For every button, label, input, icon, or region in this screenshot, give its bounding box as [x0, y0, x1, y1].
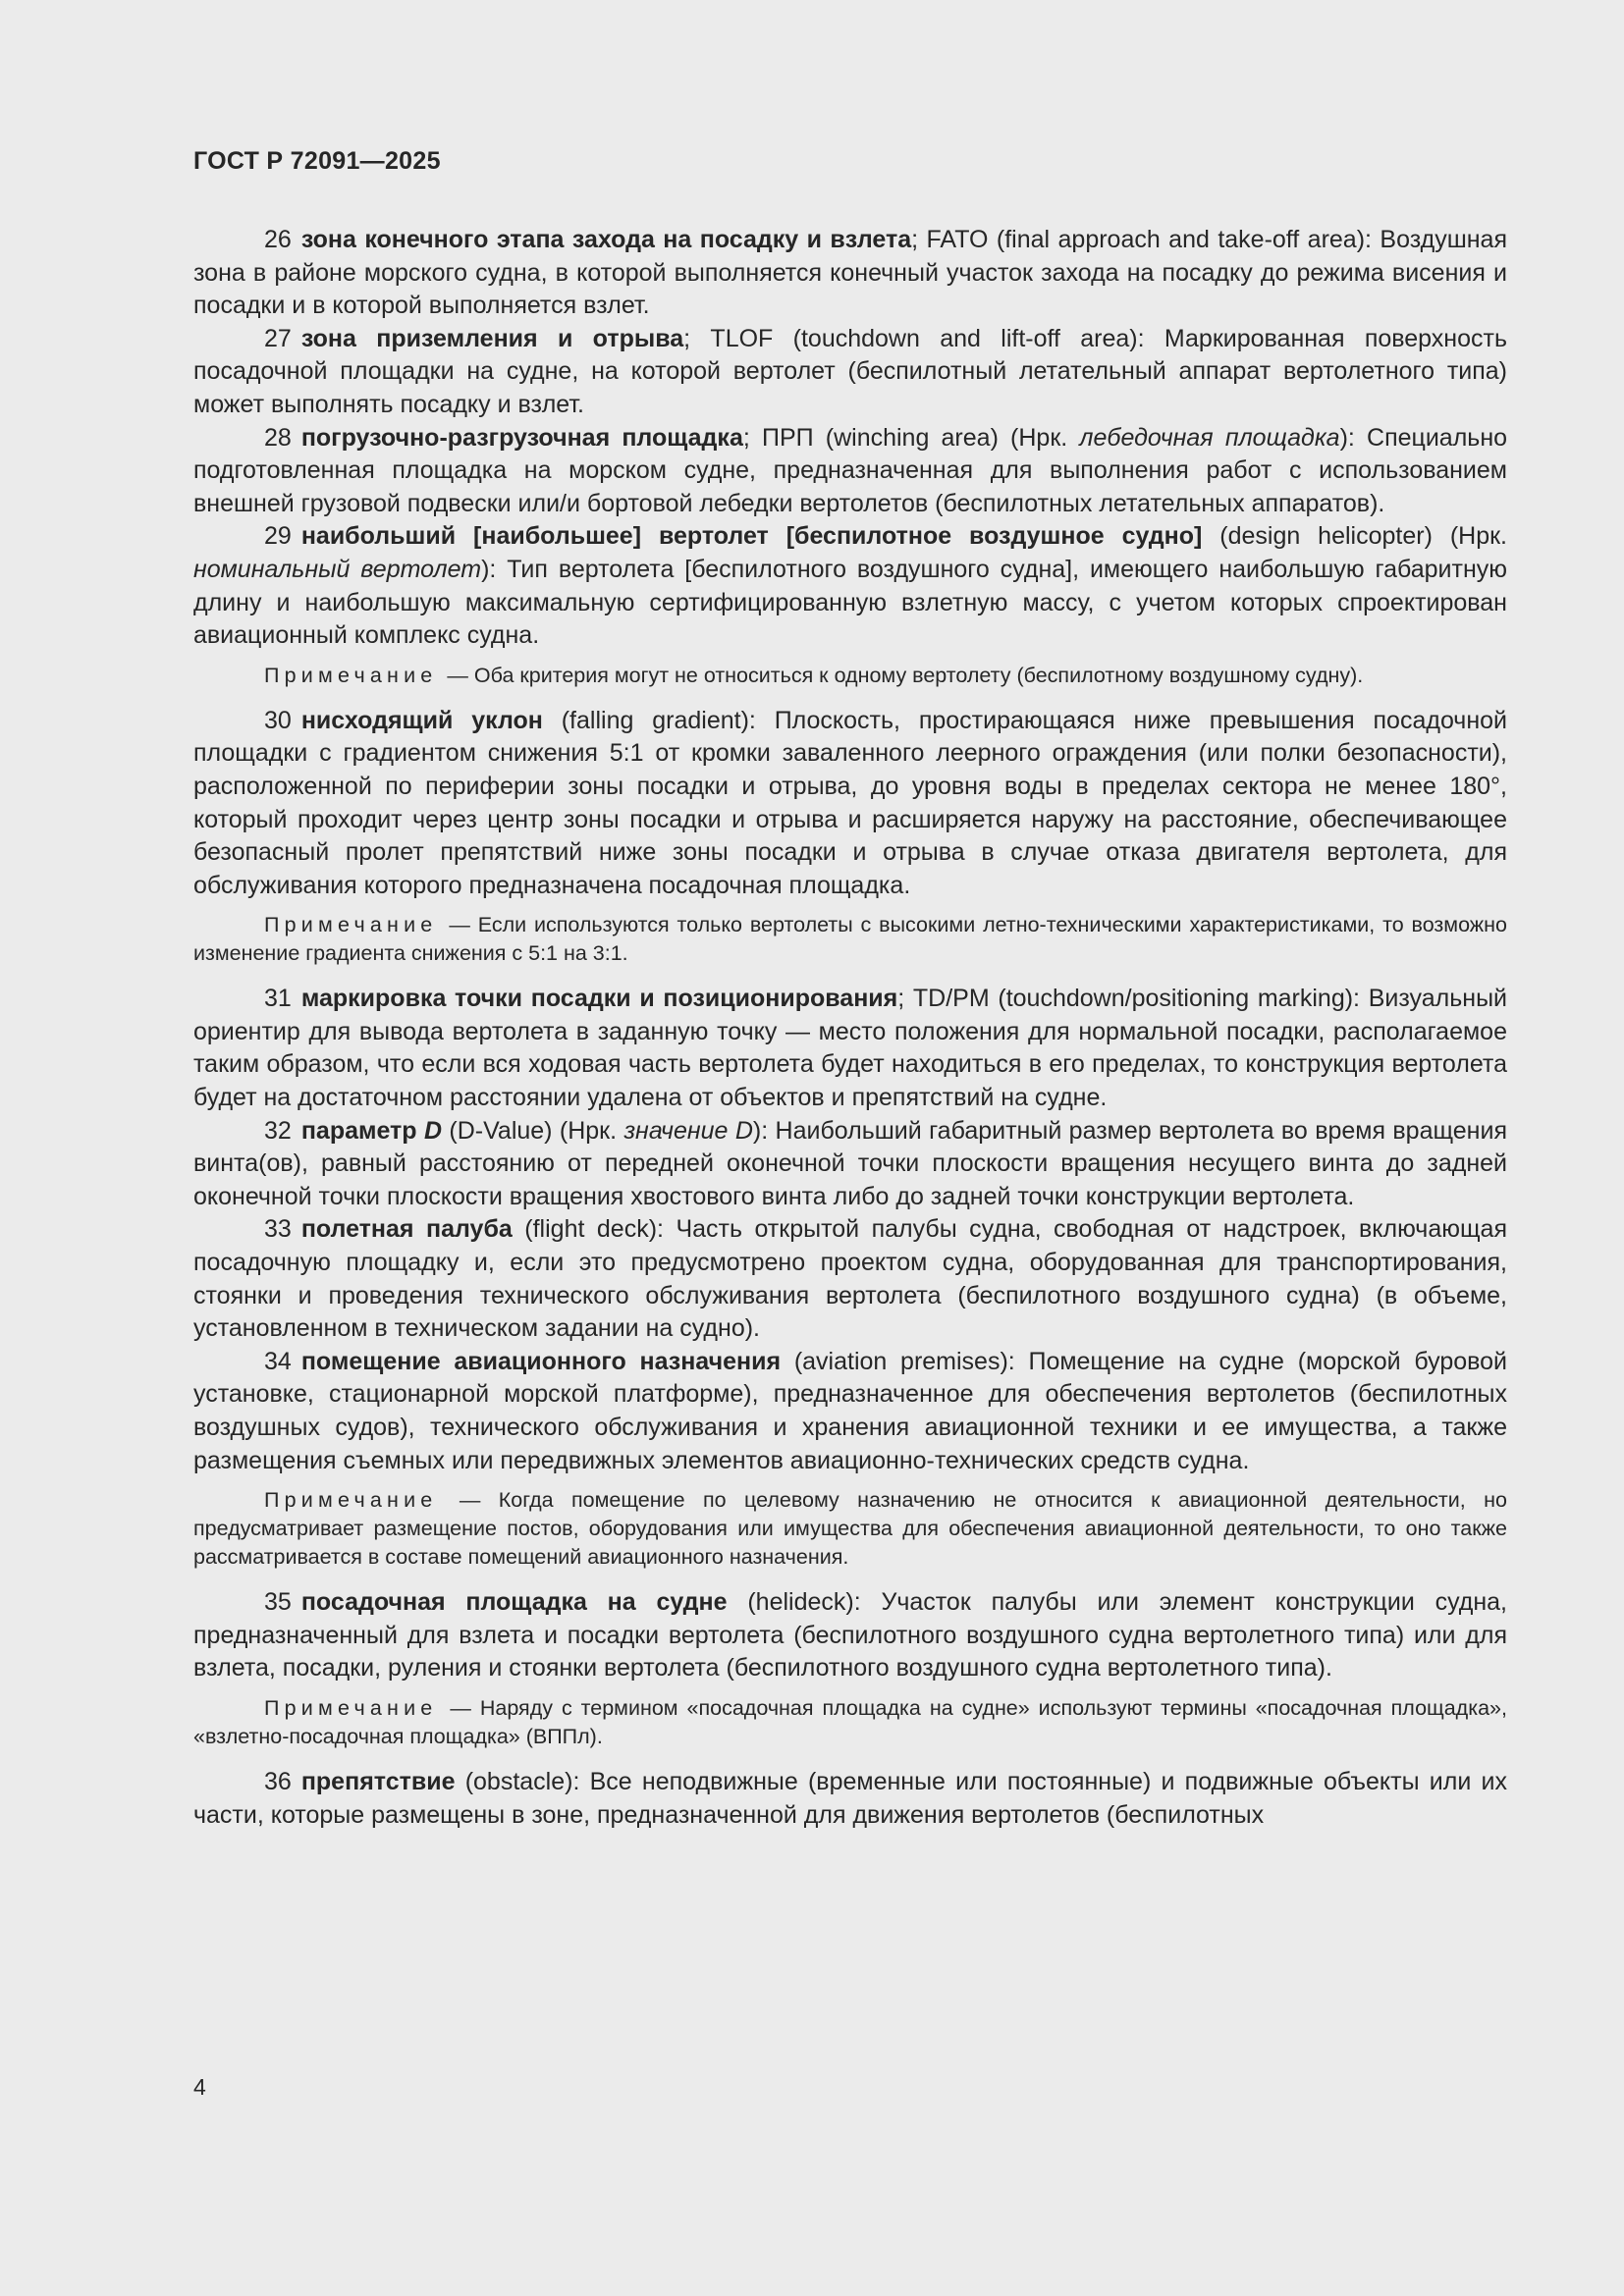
deprecated-term: номинальный вертолет: [193, 555, 482, 583]
term-name: параметр: [300, 1116, 424, 1145]
term-definition-part: ; ПРП (winching area) (Нрк.: [742, 423, 1080, 452]
document-header: ГОСТ Р 72091—2025: [193, 147, 441, 175]
term-entry-29: [193, 520, 1507, 652]
entry-number: 28: [264, 423, 292, 452]
term-definition: ): Тип вертолета [беспилотного воздушного судна], имеющего наибольшую габаритную длину и наибольшую максимальную сертифицированную взлетную массу, с учетом которых спроектирован авиационный комплекс судна.: [193, 555, 1508, 650]
entry-number: 32: [264, 1116, 292, 1145]
term-name: зона конечного этапа захода на посадку и взлета: [300, 226, 912, 253]
entry-number: 34: [264, 1347, 292, 1375]
term-name: маркировка точки посадки и позиционирования: [300, 985, 898, 1013]
entry-number: 29: [264, 522, 292, 551]
entry-number: 31: [264, 985, 292, 1013]
term-definition-part: (D-Value) (Нрк.: [442, 1116, 624, 1145]
term-name: препятствие: [300, 1767, 456, 1795]
entry-number: 27: [264, 324, 292, 352]
term-entry-28: [193, 422, 1507, 521]
term-definition-part: (design helicopter) (Нрк.: [1202, 522, 1507, 551]
deprecated-term: лебедочная площадка: [1079, 423, 1340, 452]
note-label: Примечание: [264, 1488, 438, 1513]
page-number: 4: [193, 2074, 206, 2100]
term-entry-31: [193, 983, 1507, 1114]
entry-number: 36: [264, 1767, 292, 1795]
note-text: — Оба критерия могут не относиться к одному вертолету (беспилотному воздушному судну).: [441, 663, 1364, 687]
term-entry-36: [193, 1766, 1507, 1832]
term-entry-30: [193, 705, 1507, 903]
note-35: [193, 1694, 1507, 1751]
entry-number: 35: [264, 1588, 292, 1617]
term-definition: ; TD/PM (touchdown/positioning marking): Визуальный ориентир для вывода вертолета в заданную точку — место положения для нормальной посадки, располагаемое таким образом, что если вся ходовая часть вертолета будет находиться в его пределах, то конструкция вертолета будет на достаточном расстоянии удалена от объектов и препятствий на судне.: [193, 985, 1507, 1112]
note-label: Примечание: [264, 913, 438, 937]
term-definition: (helideck): Участок палубы или элемент конструкции судна, предназначенный для взлета и посадки вертолета (беспилотного воздушного судна вертолетного типа) или для взлета, посадки, руления и стоянки вертолета (беспилотного воздушного судна вертолетного типа).: [193, 1588, 1507, 1682]
term-definition: (aviation premises): Помещение на судне (морской буровой установке, стационарной морской платформе), предназначенное для обеспечения вертолетов (беспилотных воздушных судов), технического обслуживания и хранения авиационной техники и ее имущества, а также размещения съемных или передвижных элементов авиационно-технических средств судна.: [193, 1347, 1508, 1474]
document-body: [193, 224, 1507, 1832]
term-definition: ): Специально подготовленная площадка на морском судне, предназначенная для выполнения работ с использованием внешней грузовой подвески или/и бортовой лебедки вертолетов (беспилотных летательных аппаратов).: [193, 423, 1508, 517]
term-definition: ; FATO (final approach and take-off area): Воздушная зона в районе морского судна, в которой выполняется конечный участок захода на посадку до режима висения и посадки и в которой выполняется взлет.: [193, 226, 1507, 320]
term-name: зона приземления и отрыва: [300, 324, 684, 352]
entry-number: 33: [264, 1215, 292, 1244]
term-entry-34: [193, 1346, 1507, 1477]
term-entry-26: [193, 224, 1507, 323]
term-name: погрузочно-разгрузочная площадка: [300, 423, 743, 452]
deprecated-term: значение D: [623, 1116, 753, 1145]
term-definition: (obstacle): Все неподвижные (временные или постоянные) и подвижные объекты или их части, которые размещены в зоне, предназначенной для движения вертолетов (беспилотных: [193, 1767, 1507, 1829]
term-entry-32: [193, 1115, 1507, 1214]
term-name: полетная палуба: [300, 1215, 513, 1244]
term-name: посадочная площадка на судне: [300, 1588, 728, 1617]
note-label: Примечание: [264, 663, 438, 687]
term-name: наибольший [наибольшее] вертолет [беспилотное воздушное судно]: [300, 522, 1203, 551]
term-entry-33: [193, 1213, 1507, 1345]
term-definition: (falling gradient): Плоскость, простирающаяся ниже превышения посадочной площадки с градиентом снижения 5:1 от кромки заваленного леерного ограждения (или полки безопасности), расположенной по периферии зоны посадки и отрыва, до уровня воды в пределах сектора не менее 180°, который проходит через центр зоны посадки и отрыва и расширяется наружу на расстояние, обеспечивающее безопасный пролет препятствий ниже зоны посадки и отрыва в случае отказа двигателя вертолета, для обслуживания которого предназначена посадочная площадка.: [193, 706, 1507, 899]
note-text: — Если используются только вертолеты с высокими летно-техническими характеристиками, то возможно изменение градиента снижения с 5:1 на 3:1.: [193, 913, 1507, 966]
note-text: — Наряду с термином «посадочная площадка на судне» используют термины «посадочная площадка», «взлетно-посадочная площадка» (ВППл).: [193, 1695, 1507, 1748]
note-29: [193, 662, 1507, 690]
term-symbol: D: [423, 1116, 443, 1145]
term-definition: (flight deck): Часть открытой палубы судна, свободная от надстроек, включающая посадочную площадку и, если это предусмотрено проектом судна, оборудованная для транспортирования, стоянки и проведения технического обслуживания вертолета (беспилотного воздушного судна) (в объеме, установленном в техническом задании на судно).: [193, 1215, 1507, 1343]
term-definition: ; TLOF (touchdown and lift-off area): Маркированная поверхность посадочной площадки на судне, на которой вертолет (беспилотный летательный аппарат вертолетного типа) может выполнять посадку и взлет.: [193, 324, 1507, 418]
term-entry-35: [193, 1586, 1507, 1685]
term-definition: ): Наибольший габаритный размер вертолета во время вращения винта(ов), равный расстоянию от передней оконечной точки плоскости вращения несущего винта до задней оконечной точки плоскости вращения хвостового винта либо до задней точки конструкции вертолета.: [193, 1116, 1507, 1210]
term-entry-27: [193, 323, 1507, 422]
term-name: помещение авиационного назначения: [300, 1347, 782, 1375]
term-name: нисходящий уклон: [300, 706, 543, 734]
note-text: — Когда помещение по целевому назначению не относится к авиационной деятельности, но предусматривает размещение постов, оборудования или имущества для обеспечения авиационной деятельности, то оно также рассматривается в составе помещений авиационного назначения.: [193, 1488, 1507, 1570]
entry-number: 26: [264, 226, 292, 253]
entry-number: 30: [264, 706, 292, 734]
note-34: [193, 1486, 1507, 1572]
note-label: Примечание: [264, 1695, 438, 1720]
note-30: [193, 911, 1507, 968]
